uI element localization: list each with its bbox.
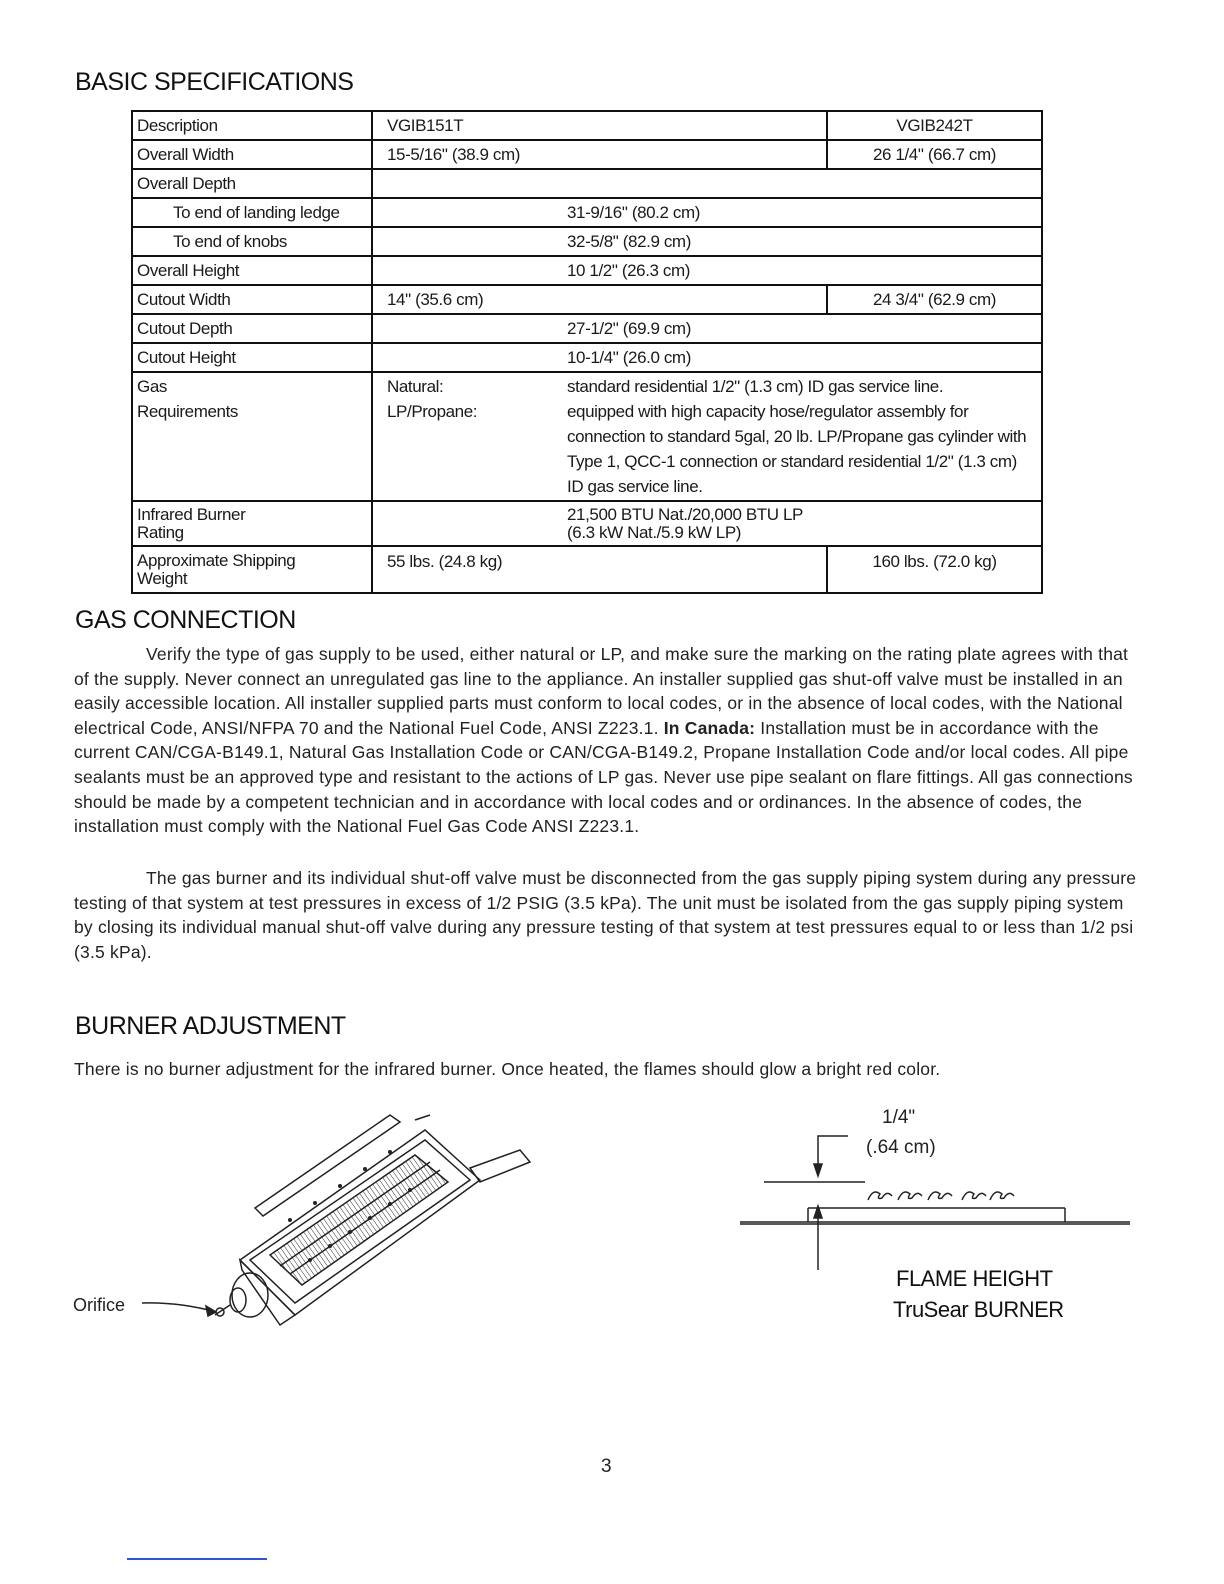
- paragraph-text: Verify the type of gas supply to be used, either natural or LP, and make sure the marking on the rating plate agrees with that of the supply. Never connect an unregulated gas line to the appliance. An installer supplied gas shut-off valve must be installed in an easily accessible location. All installer supplied parts must conform to local codes, or in the absence of local codes, with the National electrical Code, ANSI/NFPA 70 and the National Fuel Code, ANSI Z223.1.: [74, 644, 1129, 738]
- burner-illustration: [130, 1110, 550, 1350]
- table-row: [132, 314, 1042, 343]
- table-cell: 160 lbs. (72.0 kg): [827, 546, 1042, 593]
- gas-label-line2: Requirements: [137, 402, 239, 421]
- shipping-label-line1: Approximate Shipping: [137, 551, 296, 570]
- shipping-label-line2: Weight: [137, 569, 188, 588]
- table-cell: [132, 501, 372, 546]
- table-row: [132, 501, 1042, 546]
- paragraph-text: The gas burner and its individual shut-off valve must be disconnected from the gas supply piping system during any pressure testing of that system at test pressures in excess of 1/2 PSIG (3.5 kPa). The unit must be isolated from the gas supply piping system by closing its individual manual shut-off valve during any pressure testing of that system at test pressures equal to or less than 1/2 psi (3.5 kPa).: [74, 868, 1137, 962]
- table-cell: Overall Height: [132, 256, 372, 285]
- dimension-metric: (.64 cm): [866, 1137, 936, 1158]
- table-cell: Cutout Height: [132, 343, 372, 372]
- table-row: [132, 111, 1042, 140]
- table-cell: 31-9/16" (80.2 cm): [372, 198, 1042, 227]
- flame-height-diagram: [740, 1130, 1140, 1275]
- table-cell: Overall Width: [132, 140, 372, 169]
- table-row: [132, 546, 1042, 593]
- table-cell: To end of landing ledge: [132, 198, 372, 227]
- table-cell: [372, 169, 1042, 198]
- table-cell: 32-5/8" (82.9 cm): [372, 227, 1042, 256]
- table-row: [132, 256, 1042, 285]
- table-row: [132, 227, 1042, 256]
- table-cell: 14" (35.6 cm): [372, 285, 827, 314]
- table-cell: [132, 372, 372, 501]
- orifice-label: Orifice: [73, 1295, 126, 1315]
- paragraph-text: Installation must be in accordance with the current CAN/CGA-B149.1, Natural Gas Installation Code or CAN/CGA-B149.2, Propane Installation Code and/or local codes. All pipe sealants must be an approved type and resistant to the actions of LP gas. Never use pipe sealant on flare fittings. All gas connections should be made by a competent technician and in accordance with local codes and or ordinances. In the absence of codes, the installation must comply with the National Fuel Gas Code ANSI Z223.1.: [74, 717, 1133, 837]
- section-heading-gas-connection: GAS CONNECTION: [75, 606, 296, 634]
- table-cell: VGIB151T: [372, 111, 827, 140]
- lp-label: LP/Propane:: [387, 402, 478, 421]
- natural-value: standard residential 1/2" (1.3 cm) ID gas service line.: [567, 377, 944, 396]
- table-cell: Cutout Depth: [132, 314, 372, 343]
- table-cell: [132, 546, 372, 593]
- page-number: 3: [601, 1456, 612, 1477]
- table-cell: 55 lbs. (24.8 kg): [372, 546, 827, 593]
- dimension-fraction: 1/4": [882, 1107, 916, 1128]
- infrared-value-line1: 21,500 BTU Nat./20,000 BTU LP: [567, 505, 803, 524]
- footer-rule: [127, 1558, 267, 1560]
- table-cell: 15-5/16" (38.9 cm): [372, 140, 827, 169]
- table-row: [132, 372, 1042, 501]
- gas-connection-paragraph-2: [74, 866, 1142, 964]
- table-row: [132, 198, 1042, 227]
- table-cell: 24 3/4" (62.9 cm): [827, 285, 1042, 314]
- table-cell: 27-1/2" (69.9 cm): [372, 314, 1042, 343]
- table-row: [132, 285, 1042, 314]
- table-cell: 10-1/4" (26.0 cm): [372, 343, 1042, 372]
- table-cell: 10 1/2" (26.3 cm): [372, 256, 1042, 285]
- section-heading-burner-adjustment: BURNER ADJUSTMENT: [75, 1012, 346, 1040]
- table-row: [132, 343, 1042, 372]
- table-cell: [372, 372, 1042, 501]
- in-canada-bold: In Canada:: [663, 717, 756, 738]
- table-cell: Overall Depth: [132, 169, 372, 198]
- table-cell: 26 1/4" (66.7 cm): [827, 140, 1042, 169]
- table-row: [132, 169, 1042, 198]
- natural-label: Natural:: [387, 377, 444, 396]
- infrared-value-line2: (6.3 kW Nat./5.9 kW LP): [567, 523, 742, 542]
- specifications-table: [131, 110, 1043, 594]
- table-cell: [372, 501, 1042, 546]
- gas-connection-paragraph-1: [74, 642, 1142, 839]
- lp-value: equipped with high capacity hose/regulator assembly for connection to standard 5gal, 20 lb. LP/Propane gas cylinder with Type 1, QCC-1 connection or standard residential 1/2" (1.3 cm) ID gas service line.: [567, 402, 1027, 496]
- infrared-label-line2: Rating: [137, 523, 184, 542]
- table-cell: VGIB242T: [827, 111, 1042, 140]
- infrared-label-line1: Infrared Burner: [137, 505, 246, 524]
- flame-height-title: FLAME HEIGHT: [896, 1266, 1053, 1291]
- gas-label-line1: Gas: [137, 377, 167, 396]
- table-cell: To end of knobs: [132, 227, 372, 256]
- burner-adjustment-text: There is no burner adjustment for the infrared burner. Once heated, the flames should glow a bright red color.: [74, 1059, 941, 1079]
- table-row: [132, 140, 1042, 169]
- table-cell: Description: [132, 111, 372, 140]
- table-cell: Cutout Width: [132, 285, 372, 314]
- flame-height-subtitle: TruSear BURNER: [893, 1297, 1064, 1322]
- section-heading-basic-specifications: BASIC SPECIFICATIONS: [75, 68, 354, 96]
